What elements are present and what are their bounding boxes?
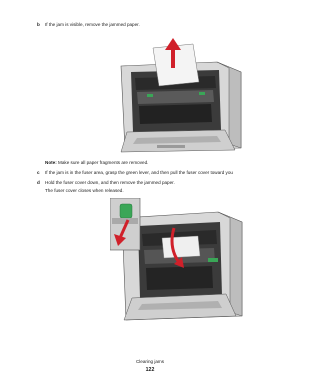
step-text: Hold the fuser cover down, and then remove the jammed paper.: [45, 180, 175, 185]
step-text: If the jam is visible, remove the jammed paper.: [45, 22, 140, 27]
step-text: If the jam is in the fuser area, grasp the green lever, and then pull the fuser cover toward you: [45, 170, 233, 175]
note-text: Make sure all paper fragments are removed.: [56, 160, 149, 165]
step-letter: b: [37, 22, 40, 27]
page-number: 122: [145, 367, 155, 373]
fuser-cover-illustration: [110, 198, 246, 322]
footer-section-title: Clearing jams: [135, 359, 165, 364]
note-label: Note:: [45, 160, 57, 165]
note: [45, 160, 148, 166]
step-letter: d: [37, 180, 40, 185]
step-letter: c: [37, 170, 40, 175]
jammed-paper-illustration: [117, 38, 245, 153]
step-d-detail: The fuser cover closes when released.: [45, 188, 124, 193]
